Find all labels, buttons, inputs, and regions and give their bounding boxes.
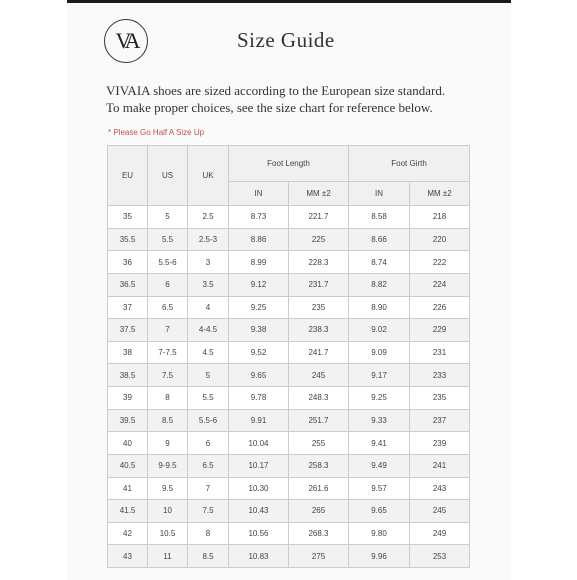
- cell-uk: 5.5: [188, 387, 229, 410]
- cell-foot-length-in: 10.17: [229, 454, 289, 477]
- cell-eu: 37: [108, 296, 148, 319]
- cell-foot-girth-mm: 233: [410, 364, 470, 387]
- cell-foot-length-in: 8.99: [229, 251, 289, 274]
- cell-foot-length-in: 10.83: [229, 545, 289, 568]
- cell-foot-girth-mm: 249: [410, 522, 470, 545]
- cell-us: 9-9.5: [148, 454, 188, 477]
- cell-uk: 8: [188, 522, 229, 545]
- cell-us: 5.5: [148, 228, 188, 251]
- cell-foot-girth-mm: 239: [410, 432, 470, 455]
- cell-uk: 6: [188, 432, 229, 455]
- table-row: [108, 454, 470, 477]
- cell-foot-length-mm: 221.7: [289, 206, 349, 229]
- cell-us: 7: [148, 319, 188, 342]
- cell-eu: 38: [108, 341, 148, 364]
- cell-foot-girth-mm: 218: [410, 206, 470, 229]
- cell-foot-girth-mm: 253: [410, 545, 470, 568]
- cell-eu: 41.5: [108, 500, 148, 523]
- table-row: [108, 545, 470, 568]
- cell-foot-length-in: 9.52: [229, 341, 289, 364]
- cell-us: 8.5: [148, 409, 188, 432]
- header-eu: EU: [108, 146, 148, 206]
- cell-us: 9: [148, 432, 188, 455]
- cell-foot-length-mm: 265: [289, 500, 349, 523]
- table-row: [108, 432, 470, 455]
- cell-eu: 39.5: [108, 409, 148, 432]
- cell-foot-girth-in: 9.41: [349, 432, 410, 455]
- size-chart-table: [107, 145, 470, 568]
- logo-mark: VA: [115, 28, 137, 53]
- cell-us: 7-7.5: [148, 341, 188, 364]
- header-us: US: [148, 146, 188, 206]
- table-row: [108, 228, 470, 251]
- table-row: [108, 387, 470, 410]
- cell-us: 11: [148, 545, 188, 568]
- table-row: [108, 409, 470, 432]
- cell-foot-girth-in: 9.80: [349, 522, 410, 545]
- cell-foot-girth-mm: 231: [410, 341, 470, 364]
- cell-foot-length-mm: 248.3: [289, 387, 349, 410]
- cell-eu: 42: [108, 522, 148, 545]
- cell-foot-girth-in: 9.65: [349, 500, 410, 523]
- cell-foot-girth-in: 8.90: [349, 296, 410, 319]
- cell-foot-girth-mm: 224: [410, 273, 470, 296]
- cell-eu: 40: [108, 432, 148, 455]
- cell-foot-length-mm: 268.3: [289, 522, 349, 545]
- cell-foot-length-in: 9.38: [229, 319, 289, 342]
- cell-uk: 2.5: [188, 206, 229, 229]
- table-row: [108, 251, 470, 274]
- cell-uk: 2.5-3: [188, 228, 229, 251]
- cell-foot-length-mm: 235: [289, 296, 349, 319]
- header-foot-length-mm: MM ±2: [289, 182, 349, 206]
- cell-foot-length-mm: 231.7: [289, 273, 349, 296]
- brand-logo: [104, 19, 148, 63]
- cell-foot-length-in: 10.04: [229, 432, 289, 455]
- cell-eu: 41: [108, 477, 148, 500]
- cell-foot-girth-mm: 235: [410, 387, 470, 410]
- cell-foot-girth-in: 8.82: [349, 273, 410, 296]
- cell-uk: 4.5: [188, 341, 229, 364]
- cell-foot-girth-mm: 241: [410, 454, 470, 477]
- header-foot-length: Foot Length: [229, 146, 349, 182]
- cell-eu: 36: [108, 251, 148, 274]
- cell-foot-length-in: 10.56: [229, 522, 289, 545]
- cell-foot-girth-mm: 226: [410, 296, 470, 319]
- cell-uk: 6.5: [188, 454, 229, 477]
- intro-line-1: VIVAIA shoes are sized according to the European size standard.: [106, 83, 446, 98]
- cell-uk: 7: [188, 477, 229, 500]
- table-row: [108, 206, 470, 229]
- cell-foot-length-in: 8.73: [229, 206, 289, 229]
- cell-us: 6.5: [148, 296, 188, 319]
- cell-us: 10.5: [148, 522, 188, 545]
- cell-foot-length-in: 10.43: [229, 500, 289, 523]
- page-title: Size Guide: [237, 28, 335, 52]
- cell-uk: 8.5: [188, 545, 229, 568]
- cell-eu: 35: [108, 206, 148, 229]
- cell-foot-length-in: 9.78: [229, 387, 289, 410]
- intro-text: [106, 82, 486, 116]
- cell-foot-length-in: 8.86: [229, 228, 289, 251]
- cell-foot-girth-in: 9.49: [349, 454, 410, 477]
- cell-foot-length-in: 10.30: [229, 477, 289, 500]
- cell-foot-girth-in: 9.09: [349, 341, 410, 364]
- cell-uk: 3.5: [188, 273, 229, 296]
- size-rows: [108, 206, 470, 568]
- cell-foot-length-in: 9.65: [229, 364, 289, 387]
- cell-eu: 43: [108, 545, 148, 568]
- cell-us: 5: [148, 206, 188, 229]
- table-row: [108, 522, 470, 545]
- header-foot-girth: Foot Girth: [349, 146, 470, 182]
- cell-us: 6: [148, 273, 188, 296]
- cell-uk: 5.5-6: [188, 409, 229, 432]
- table-row: [108, 319, 470, 342]
- cell-foot-girth-mm: 222: [410, 251, 470, 274]
- cell-us: 8: [148, 387, 188, 410]
- cell-eu: 38.5: [108, 364, 148, 387]
- header-uk: UK: [188, 146, 229, 206]
- cell-foot-length-mm: 251.7: [289, 409, 349, 432]
- cell-foot-length-mm: 275: [289, 545, 349, 568]
- cell-foot-length-mm: 261.6: [289, 477, 349, 500]
- size-note: * Please Go Half A Size Up: [108, 128, 205, 137]
- cell-foot-girth-in: 8.58: [349, 206, 410, 229]
- cell-uk: 3: [188, 251, 229, 274]
- cell-foot-girth-mm: 245: [410, 500, 470, 523]
- cell-foot-girth-in: 8.74: [349, 251, 410, 274]
- cell-foot-girth-mm: 237: [410, 409, 470, 432]
- cell-eu: 36.5: [108, 273, 148, 296]
- cell-foot-girth-mm: 220: [410, 228, 470, 251]
- cell-eu: 40.5: [108, 454, 148, 477]
- cell-foot-length-mm: 255: [289, 432, 349, 455]
- cell-foot-length-mm: 245: [289, 364, 349, 387]
- table-row: [108, 273, 470, 296]
- cell-foot-girth-in: 9.57: [349, 477, 410, 500]
- cell-foot-length-mm: 241.7: [289, 341, 349, 364]
- table-row: [108, 364, 470, 387]
- cell-us: 7.5: [148, 364, 188, 387]
- header-foot-girth-mm: MM ±2: [410, 182, 470, 206]
- cell-foot-girth-in: 9.96: [349, 545, 410, 568]
- table-row: [108, 296, 470, 319]
- cell-eu: 35.5: [108, 228, 148, 251]
- cell-foot-girth-in: 9.02: [349, 319, 410, 342]
- cell-us: 9.5: [148, 477, 188, 500]
- cell-foot-length-in: 9.25: [229, 296, 289, 319]
- cell-foot-girth-in: 9.33: [349, 409, 410, 432]
- cell-foot-length-in: 9.12: [229, 273, 289, 296]
- cell-eu: 37.5: [108, 319, 148, 342]
- cell-foot-girth-in: 9.17: [349, 364, 410, 387]
- cell-foot-length-mm: 225: [289, 228, 349, 251]
- cell-foot-girth-in: 9.25: [349, 387, 410, 410]
- cell-foot-length-mm: 228.3: [289, 251, 349, 274]
- intro-line-2: To make proper choices, see the size chart for reference below.: [106, 100, 433, 115]
- cell-foot-length-mm: 238.3: [289, 319, 349, 342]
- table-row: [108, 500, 470, 523]
- table-row: [108, 341, 470, 364]
- cell-foot-length-mm: 258.3: [289, 454, 349, 477]
- cell-foot-girth-mm: 243: [410, 477, 470, 500]
- cell-foot-length-in: 9.91: [229, 409, 289, 432]
- cell-foot-girth-mm: 229: [410, 319, 470, 342]
- cell-uk: 4-4.5: [188, 319, 229, 342]
- cell-us: 10: [148, 500, 188, 523]
- header-foot-girth-in: IN: [349, 182, 410, 206]
- table-row: [108, 477, 470, 500]
- cell-uk: 5: [188, 364, 229, 387]
- cell-us: 5.5-6: [148, 251, 188, 274]
- cell-uk: 4: [188, 296, 229, 319]
- header-foot-length-in: IN: [229, 182, 289, 206]
- cell-uk: 7.5: [188, 500, 229, 523]
- cell-foot-girth-in: 8.66: [349, 228, 410, 251]
- cell-eu: 39: [108, 387, 148, 410]
